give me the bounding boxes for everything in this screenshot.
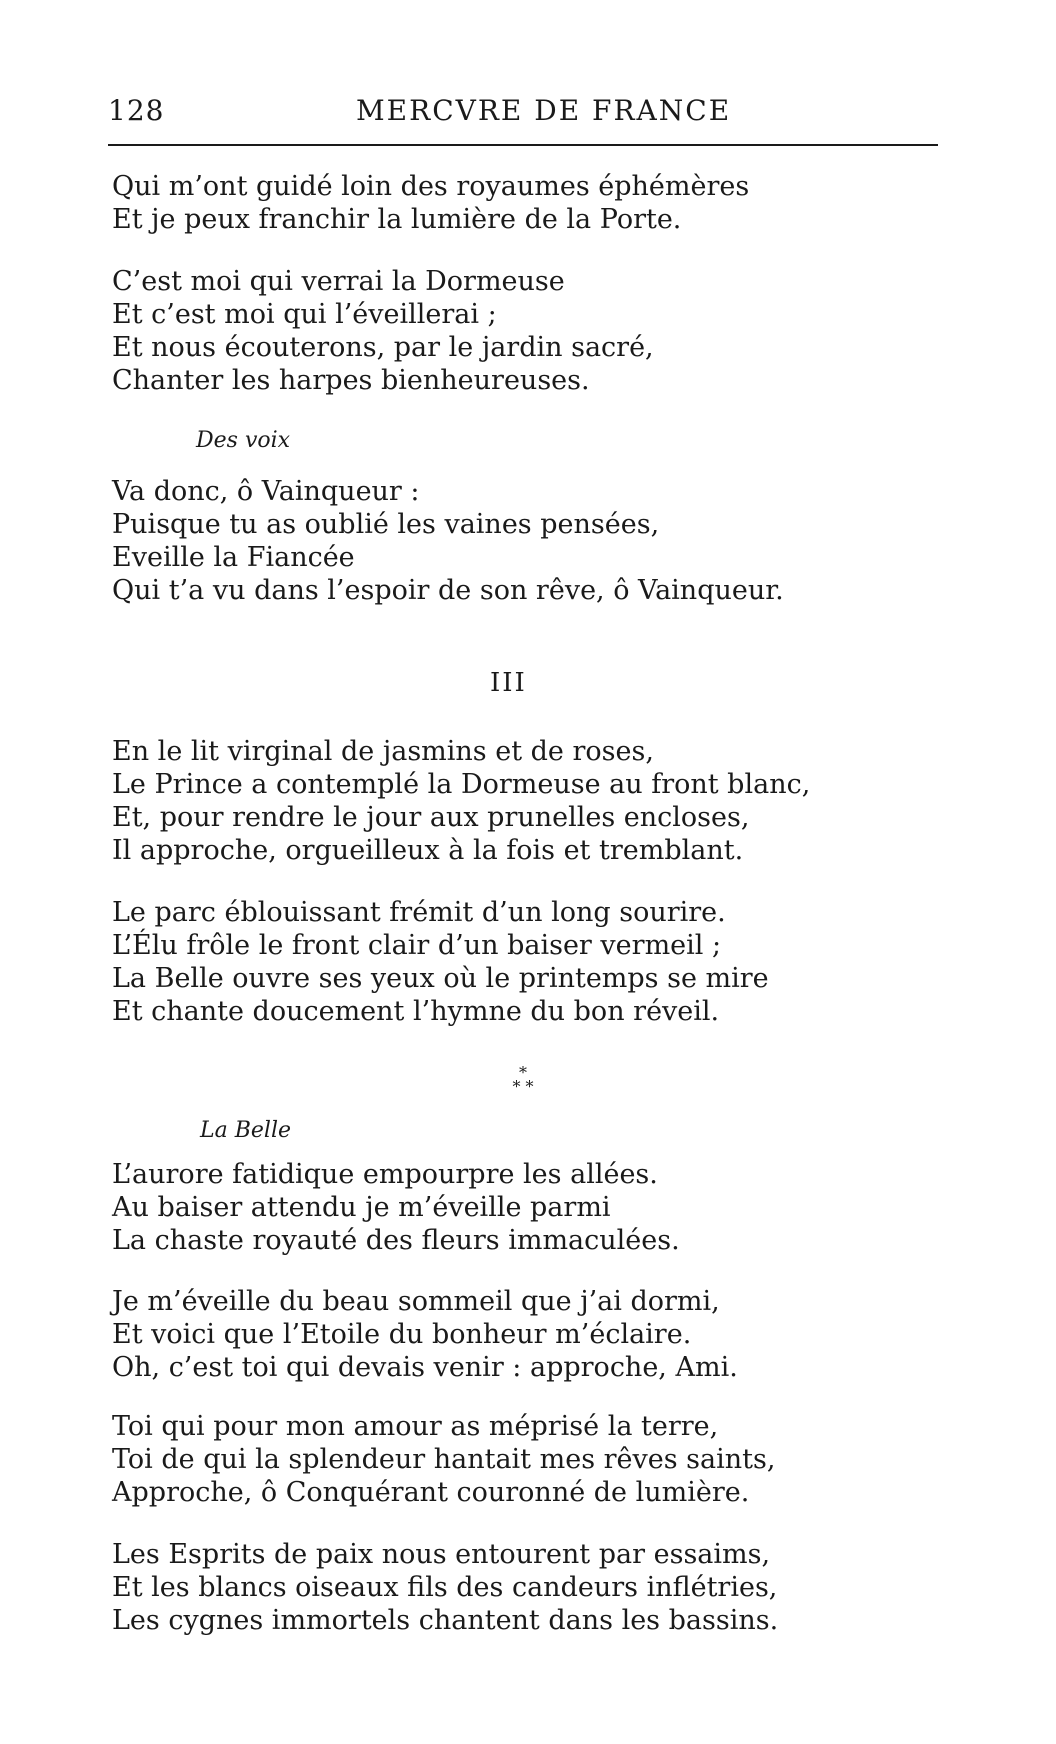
stanza [112,1158,932,1257]
stanza [112,1285,932,1384]
verse-line: Les Esprits de paix nous entourent par essaims, [112,1539,771,1570]
asterism-bottom: * * [512,1077,534,1096]
asterism-top: * [519,1063,527,1082]
verse-line: C’est moi qui verrai la Dormeuse [112,266,565,297]
verse-line: Et, pour rendre le jour aux prunelles encloses, [112,802,750,833]
verse-line: Je m’éveille du beau sommeil que j’ai dormi, [112,1286,720,1317]
page-header [108,88,938,128]
verse-line: Et voici que l’Etoile du bonheur m’éclaire. [112,1319,692,1350]
verse-line: La chaste royauté des fleurs immaculées. [112,1225,680,1256]
speaker-label-belle: La Belle [200,1118,291,1143]
verse-line: Chanter les harpes bienheureuses. [112,365,590,396]
header-rule [108,144,938,146]
verse-line: Puisque tu as oublié les vaines pensées, [112,509,660,540]
verse-line: Toi qui pour mon amour as méprisé la terre, [112,1411,719,1442]
verse-line: Qui m’ont guidé loin des royaumes éphémères [112,171,750,202]
stanza [112,735,932,867]
stanza [112,1538,932,1637]
verse-line: Eveille la Fiancée [112,542,355,573]
verse-line: Et c’est moi qui l’éveillerai ; [112,299,497,330]
asterism [508,1063,538,1096]
verse-line: Qui t’a vu dans l’espoir de son rêve, ô Vainqueur. [112,575,784,606]
page-number: 128 [108,94,165,127]
verse-line: Oh, c’est toi qui devais venir : approche, Ami. [112,1352,738,1383]
stanza [112,475,932,607]
speaker-label-voices: Des voix [196,428,291,453]
verse-line: Et chante doucement l’hymne du bon réveil. [112,996,720,1027]
verse-line: Il approche, orgueilleux à la fois et tremblant. [112,835,744,866]
verse-line: Les cygnes immortels chantent dans les bassins. [112,1605,779,1636]
verse-line: L’Élu frôle le front clair d’un baiser vermeil ; [112,930,722,961]
verse-line: Toi de qui la splendeur hantait mes rêves saints, [112,1444,776,1475]
stanza [112,170,932,236]
stanza [112,265,932,397]
verse-line: L’aurore fatidique empourpre les allées. [112,1159,658,1190]
verse-line: Va donc, ô Vainqueur : [112,476,420,507]
verse-line: Le Prince a contemplé la Dormeuse au front blanc, [112,769,811,800]
verse-line: En le lit virginal de jasmins et de roses, [112,736,654,767]
stanza [112,896,932,1028]
verse-line: Et nous écouterons, par le jardin sacré, [112,332,654,363]
running-title: MERCVRE DE FRANCE [356,94,732,127]
section-number: III [490,668,527,698]
verse-line: Le parc éblouissant frémit d’un long sourire. [112,897,726,928]
verse-line: Et les blancs oiseaux fils des candeurs inflétries, [112,1572,778,1603]
verse-line: Approche, ô Conquérant couronné de lumière. [112,1477,750,1508]
stanza [112,1410,932,1509]
verse-line: La Belle ouvre ses yeux où le printemps se mire [112,963,769,994]
verse-line: Au baiser attendu je m’éveille parmi [112,1192,611,1223]
verse-line: Et je peux franchir la lumière de la Porte. [112,204,682,235]
